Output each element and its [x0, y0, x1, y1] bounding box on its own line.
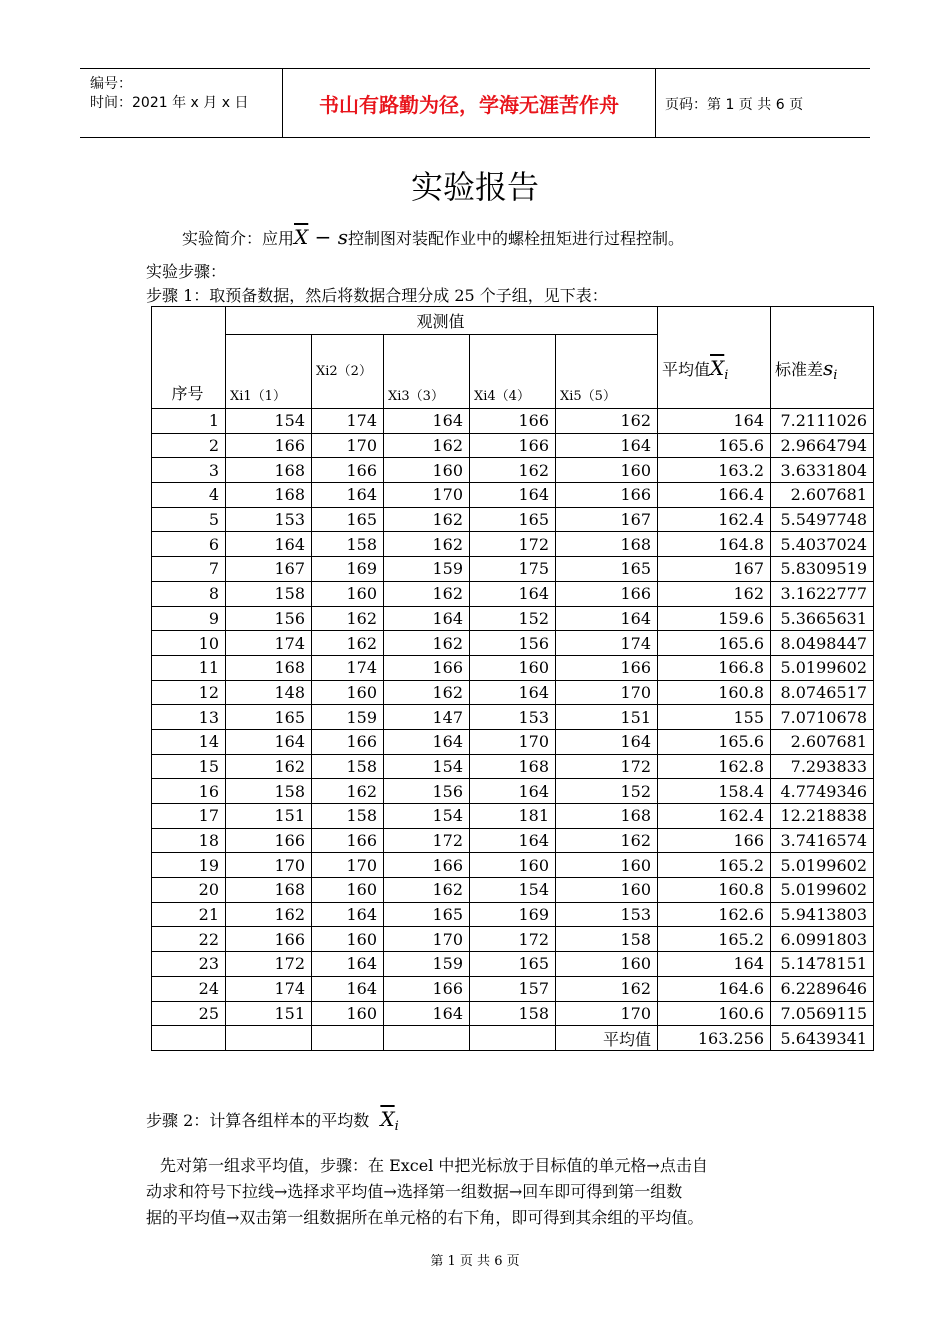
cell-avg: 164.6	[658, 976, 771, 1001]
cell-std: 5.9413803	[771, 902, 874, 927]
row-index: 16	[152, 779, 226, 804]
col-index-header: 序号	[152, 307, 226, 409]
cell-std: 4.7749346	[771, 779, 874, 804]
cell-x1: 154	[226, 409, 312, 434]
col-x5-header: Xi5（5）	[556, 335, 658, 409]
cell-x2: 162	[312, 606, 384, 631]
cell-x1: 174	[226, 976, 312, 1001]
cell-avg: 166	[658, 828, 771, 853]
cell-avg: 165.2	[658, 853, 771, 878]
cell-x4: 153	[470, 705, 556, 730]
table-row	[152, 483, 874, 508]
cell-x1: 164	[226, 729, 312, 754]
cell-avg: 164.8	[658, 532, 771, 557]
cell-std: 5.4037024	[771, 532, 874, 557]
cell-x2: 158	[312, 804, 384, 829]
table-row	[152, 458, 874, 483]
cell-std: 5.5497748	[771, 507, 874, 532]
intro-math-minus: −	[308, 225, 338, 249]
cell-x5: 162	[556, 409, 658, 434]
cell-x2: 158	[312, 532, 384, 557]
table-row	[152, 853, 874, 878]
step2-symbol: $\overline{X}$	[380, 1107, 395, 1131]
cell-avg: 164	[658, 952, 771, 977]
cell-x1: 158	[226, 581, 312, 606]
cell-x5: 164	[556, 433, 658, 458]
col-avg-label: 平均值	[662, 359, 711, 379]
cell-x2: 166	[312, 458, 384, 483]
table-body	[152, 409, 874, 1051]
summary-row	[152, 1026, 874, 1051]
cell-x3: 166	[384, 853, 470, 878]
table-row	[152, 828, 874, 853]
col-std-symbol: s	[823, 355, 834, 380]
col-avg-symbol: $\overline{X}$	[710, 355, 725, 380]
cell-x1: 164	[226, 532, 312, 557]
table-row	[152, 606, 874, 631]
cell-x5: 168	[556, 804, 658, 829]
cell-x3: 162	[384, 507, 470, 532]
cell-x3: 164	[384, 1001, 470, 1026]
cell-avg: 164	[658, 409, 771, 434]
row-index: 7	[152, 557, 226, 582]
group-header: 观测值	[226, 307, 658, 335]
cell-x5: 164	[556, 729, 658, 754]
cell-x4: 164	[470, 680, 556, 705]
col-avg-subscript: i	[724, 368, 729, 384]
cell-avg: 162.8	[658, 754, 771, 779]
cell-x4: 170	[470, 729, 556, 754]
col-x3-header: Xi3（3）	[384, 335, 470, 409]
cell-x3: 154	[384, 804, 470, 829]
row-index: 17	[152, 804, 226, 829]
cell-std: 2.9664794	[771, 433, 874, 458]
cell-x5: 170	[556, 1001, 658, 1026]
cell-avg: 159.6	[658, 606, 771, 631]
cell-x4: 164	[470, 581, 556, 606]
cell-x5: 164	[556, 606, 658, 631]
cell-x5: 152	[556, 779, 658, 804]
cell-x5: 160	[556, 878, 658, 903]
cell-std: 5.0199602	[771, 853, 874, 878]
header-meta	[80, 69, 282, 137]
cell-x1: 167	[226, 557, 312, 582]
cell-x1: 162	[226, 754, 312, 779]
cell-x3: 162	[384, 878, 470, 903]
table-row	[152, 433, 874, 458]
cell-x4: 166	[470, 409, 556, 434]
cell-x1: 170	[226, 853, 312, 878]
cell-avg: 162.6	[658, 902, 771, 927]
cell-x2: 166	[312, 729, 384, 754]
cell-x5: 162	[556, 976, 658, 1001]
row-index: 22	[152, 927, 226, 952]
cell-x4: 158	[470, 1001, 556, 1026]
cell-x5: 165	[556, 557, 658, 582]
cell-std: 7.2111026	[771, 409, 874, 434]
intro-math-s: s	[337, 225, 349, 249]
table-row	[152, 581, 874, 606]
cell-std: 2.607681	[771, 483, 874, 508]
cell-x1: 153	[226, 507, 312, 532]
cell-x3: 162	[384, 680, 470, 705]
table-row	[152, 976, 874, 1001]
table-row	[152, 779, 874, 804]
cell-x2: 164	[312, 952, 384, 977]
cell-avg: 160.8	[658, 680, 771, 705]
header-motto: 书山有路勤为径，学海无涯苦作舟	[282, 69, 656, 137]
row-index: 8	[152, 581, 226, 606]
step2-subscript: i	[394, 1119, 399, 1135]
cell-avg: 162	[658, 581, 771, 606]
cell-avg: 165.6	[658, 631, 771, 656]
cell-x2: 169	[312, 557, 384, 582]
row-index: 5	[152, 507, 226, 532]
cell-x3: 147	[384, 705, 470, 730]
cell-x1: 148	[226, 680, 312, 705]
cell-x1: 168	[226, 483, 312, 508]
summary-std: 5.6439341	[771, 1026, 874, 1051]
cell-x2: 174	[312, 655, 384, 680]
cell-x5: 158	[556, 927, 658, 952]
cell-x4: 168	[470, 754, 556, 779]
row-index: 18	[152, 828, 226, 853]
header-time: 时间：2021 年 x 月 x 日	[90, 95, 249, 111]
table-row	[152, 902, 874, 927]
table-row	[152, 532, 874, 557]
cell-avg: 160.8	[658, 878, 771, 903]
row-index: 13	[152, 705, 226, 730]
cell-std: 8.0498447	[771, 631, 874, 656]
summary-empty-cell	[152, 1026, 226, 1051]
step2-text	[146, 1106, 399, 1140]
cell-x3: 162	[384, 433, 470, 458]
cell-std: 7.0569115	[771, 1001, 874, 1026]
cell-x4: 160	[470, 853, 556, 878]
header-number: 编号：	[90, 76, 132, 92]
intro-prefix: 实验简介：应用	[182, 229, 295, 248]
cell-x2: 159	[312, 705, 384, 730]
cell-x2: 162	[312, 631, 384, 656]
cell-std: 5.0199602	[771, 878, 874, 903]
step1-text: 步骤 1：取预备数据，然后将数据合理分成 25 个子组，见下表：	[146, 286, 608, 305]
cell-x1: 174	[226, 631, 312, 656]
cell-x5: 170	[556, 680, 658, 705]
table-row	[152, 754, 874, 779]
cell-x4: 181	[470, 804, 556, 829]
cell-avg: 166.4	[658, 483, 771, 508]
cell-std: 8.0746517	[771, 680, 874, 705]
cell-x3: 170	[384, 483, 470, 508]
intro-math-x: $\overline{X}$	[294, 225, 309, 249]
cell-x5: 166	[556, 581, 658, 606]
row-index: 21	[152, 902, 226, 927]
observation-table	[151, 306, 874, 1051]
table-row	[152, 631, 874, 656]
cell-x4: 165	[470, 507, 556, 532]
cell-x3: 154	[384, 754, 470, 779]
header-page: 页码：第 1 页 共 6 页	[665, 97, 804, 113]
cell-x4: 162	[470, 458, 556, 483]
cell-x1: 165	[226, 705, 312, 730]
body-paragraph	[146, 1153, 708, 1231]
cell-x5: 167	[556, 507, 658, 532]
cell-x5: 160	[556, 952, 658, 977]
cell-avg: 166.8	[658, 655, 771, 680]
col-avg-header	[658, 307, 771, 409]
col-std-header	[771, 307, 874, 409]
body-line: 先对第一组求平均值，步骤：在 Excel 中把光标放于目标值的单元格→点击自	[160, 1156, 708, 1175]
cell-x1: 151	[226, 804, 312, 829]
row-index: 23	[152, 952, 226, 977]
cell-x3: 162	[384, 631, 470, 656]
document-title: 实验报告	[410, 168, 539, 206]
cell-std: 2.607681	[771, 729, 874, 754]
body-line: 据的平均值→双击第一组数据所在单元格的右下角，即可得到其余组的平均值。	[146, 1208, 704, 1227]
cell-x2: 160	[312, 927, 384, 952]
cell-avg: 162.4	[658, 804, 771, 829]
cell-avg: 162.4	[658, 507, 771, 532]
cell-x1: 168	[226, 655, 312, 680]
table-row	[152, 705, 874, 730]
row-index: 3	[152, 458, 226, 483]
cell-x4: 172	[470, 927, 556, 952]
cell-x5: 151	[556, 705, 658, 730]
body-line: 动求和符号下拉线→选择求平均值→选择第一组数据→回车即可得到第一组数	[146, 1182, 683, 1201]
cell-x1: 166	[226, 927, 312, 952]
cell-x5: 166	[556, 655, 658, 680]
cell-x4: 156	[470, 631, 556, 656]
table-row	[152, 655, 874, 680]
page-footer: 第 1 页 共 6 页	[430, 1254, 520, 1269]
table-row	[152, 507, 874, 532]
cell-x5: 153	[556, 902, 658, 927]
row-index: 6	[152, 532, 226, 557]
cell-x1: 168	[226, 878, 312, 903]
cell-x3: 172	[384, 828, 470, 853]
row-index: 2	[152, 433, 226, 458]
steps-label: 实验步骤：	[146, 262, 227, 281]
summary-empty-cell	[384, 1026, 470, 1051]
cell-x2: 165	[312, 507, 384, 532]
cell-x1: 151	[226, 1001, 312, 1026]
table-row	[152, 729, 874, 754]
cell-x2: 160	[312, 878, 384, 903]
cell-x4: 172	[470, 532, 556, 557]
col-std-label: 标准差	[775, 359, 824, 379]
table-row	[152, 927, 874, 952]
table-row	[152, 557, 874, 582]
row-index: 10	[152, 631, 226, 656]
cell-x2: 164	[312, 483, 384, 508]
cell-std: 3.6331804	[771, 458, 874, 483]
cell-x1: 166	[226, 828, 312, 853]
cell-x1: 156	[226, 606, 312, 631]
cell-x1: 162	[226, 902, 312, 927]
cell-std: 5.0199602	[771, 655, 874, 680]
table-row	[152, 804, 874, 829]
cell-x3: 164	[384, 409, 470, 434]
cell-std: 7.0710678	[771, 705, 874, 730]
table-row	[152, 952, 874, 977]
cell-avg: 165.6	[658, 433, 771, 458]
row-index: 20	[152, 878, 226, 903]
row-index: 15	[152, 754, 226, 779]
cell-x5: 168	[556, 532, 658, 557]
cell-std: 5.3665631	[771, 606, 874, 631]
cell-x2: 170	[312, 433, 384, 458]
cell-x5: 174	[556, 631, 658, 656]
cell-x4: 165	[470, 952, 556, 977]
row-index: 24	[152, 976, 226, 1001]
cell-x3: 156	[384, 779, 470, 804]
cell-x2: 162	[312, 779, 384, 804]
cell-std: 6.0991803	[771, 927, 874, 952]
row-index: 19	[152, 853, 226, 878]
cell-x3: 162	[384, 581, 470, 606]
cell-std: 3.1622777	[771, 581, 874, 606]
cell-x1: 172	[226, 952, 312, 977]
cell-x4: 164	[470, 483, 556, 508]
row-index: 14	[152, 729, 226, 754]
cell-std: 12.218838	[771, 804, 874, 829]
summary-avg: 163.256	[658, 1026, 771, 1051]
cell-std: 5.8309519	[771, 557, 874, 582]
cell-x3: 170	[384, 927, 470, 952]
col-x2-header: Xi2（2）	[312, 335, 384, 409]
page-header	[80, 68, 870, 138]
col-x1-header: Xi1（1）	[226, 335, 312, 409]
cell-avg: 163.2	[658, 458, 771, 483]
cell-x4: 157	[470, 976, 556, 1001]
cell-x4: 175	[470, 557, 556, 582]
cell-x5: 172	[556, 754, 658, 779]
cell-x1: 168	[226, 458, 312, 483]
cell-x2: 170	[312, 853, 384, 878]
cell-x4: 164	[470, 828, 556, 853]
cell-avg: 155	[658, 705, 771, 730]
summary-label: 平均值	[556, 1026, 658, 1051]
col-std-subscript: i	[833, 368, 838, 384]
cell-avg: 165.2	[658, 927, 771, 952]
cell-x5: 166	[556, 483, 658, 508]
cell-std: 6.2289646	[771, 976, 874, 1001]
cell-x5: 160	[556, 853, 658, 878]
cell-x4: 166	[470, 433, 556, 458]
cell-x5: 160	[556, 458, 658, 483]
intro-suffix: 控制图对装配作业中的螺栓扭矩进行过程控制。	[348, 229, 685, 248]
cell-x3: 159	[384, 952, 470, 977]
row-index: 9	[152, 606, 226, 631]
intro-paragraph	[182, 224, 684, 252]
cell-x2: 166	[312, 828, 384, 853]
cell-avg: 160.6	[658, 1001, 771, 1026]
cell-std: 7.293833	[771, 754, 874, 779]
cell-x1: 158	[226, 779, 312, 804]
row-index: 11	[152, 655, 226, 680]
cell-x3: 159	[384, 557, 470, 582]
table-row	[152, 1001, 874, 1026]
cell-std: 5.1478151	[771, 952, 874, 977]
cell-x3: 160	[384, 458, 470, 483]
cell-x1: 166	[226, 433, 312, 458]
cell-x5: 162	[556, 828, 658, 853]
step2-label: 步骤 2：计算各组样本的平均数	[146, 1111, 370, 1130]
cell-x4: 164	[470, 779, 556, 804]
cell-x4: 154	[470, 878, 556, 903]
cell-x2: 160	[312, 1001, 384, 1026]
cell-avg: 158.4	[658, 779, 771, 804]
row-index: 25	[152, 1001, 226, 1026]
row-index: 12	[152, 680, 226, 705]
cell-x3: 165	[384, 902, 470, 927]
col-x4-header: Xi4（4）	[470, 335, 556, 409]
summary-empty-cell	[226, 1026, 312, 1051]
row-index: 4	[152, 483, 226, 508]
cell-x2: 158	[312, 754, 384, 779]
row-index: 1	[152, 409, 226, 434]
summary-empty-cell	[312, 1026, 384, 1051]
cell-x4: 160	[470, 655, 556, 680]
cell-x3: 164	[384, 729, 470, 754]
table-row	[152, 680, 874, 705]
table-row	[152, 409, 874, 434]
cell-x3: 166	[384, 655, 470, 680]
cell-x3: 162	[384, 532, 470, 557]
cell-std: 3.7416574	[771, 828, 874, 853]
cell-x3: 166	[384, 976, 470, 1001]
cell-x3: 164	[384, 606, 470, 631]
summary-empty-cell	[470, 1026, 556, 1051]
cell-x4: 152	[470, 606, 556, 631]
cell-x2: 160	[312, 581, 384, 606]
cell-x2: 160	[312, 680, 384, 705]
cell-x2: 164	[312, 902, 384, 927]
cell-x2: 174	[312, 409, 384, 434]
cell-x4: 169	[470, 902, 556, 927]
cell-x2: 164	[312, 976, 384, 1001]
cell-avg: 165.6	[658, 729, 771, 754]
table-row	[152, 878, 874, 903]
cell-avg: 167	[658, 557, 771, 582]
